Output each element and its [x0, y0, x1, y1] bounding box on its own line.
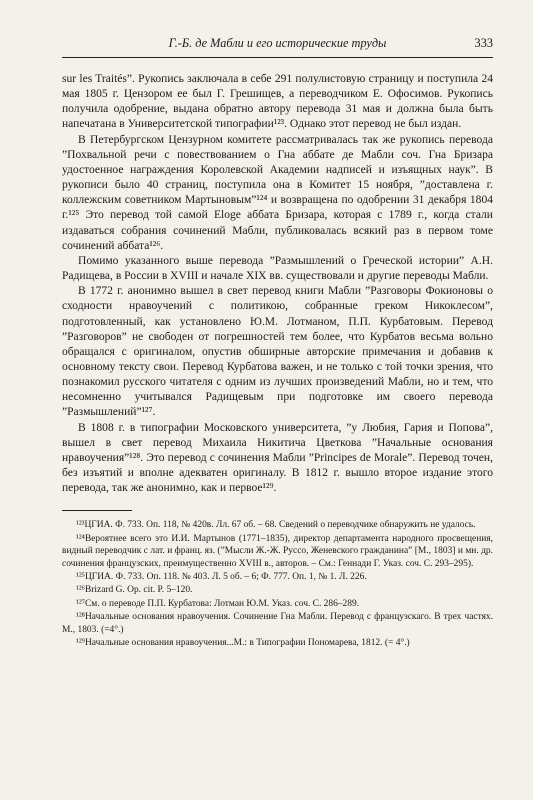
running-title: Г.-Б. де Мабли и его исторические труды — [168, 36, 387, 50]
header-rule — [62, 57, 493, 58]
footnote: ¹²⁷См. о переводе П.П. Курбатова: Лотман Ю.М. Указ. соч. С. 286–289. — [76, 598, 360, 609]
footnote: ¹²³ЦГИА. Ф. 733. Оп. 118, № 420в. Лл. 67 об. – 68. Сведений о переводчике обнаружить не удалось. — [76, 520, 476, 531]
page-header — [62, 32, 493, 58]
footnote: ¹²⁵ЦГИА. Ф. 733. Оп. 118. № 403. Л. 5 об. – 6; Ф. 777. Оп. 1, № 1. Л. 226. — [76, 572, 367, 582]
footnote: ¹²⁶Brizard G. Op. cit. P. 5–120. — [76, 585, 193, 596]
paragraph: Помимо указанного выше перевода ”Размышлений о Греческой истории” А.Н. Радищева, в России в XVIII и начале XIX вв. существовали и другие переводы Мабли. — [62, 254, 493, 283]
paragraph: В 1772 г. анонимно вышел в свет перевод книги Мабли ”Разговоры Фокионовы о сходности нравоучений с политикою, собранные греком Никоклесом”, подготовленный, как установлено Ю.М. Лотманом, П.П. Курбатовым. Перевод ”Разговоров” не свободен от погрешностей тем более, что Курбатов весьма вольно обращался с оригиналом, опустив обширные авторские примечания и добавив к основному тексту свои. Перевод Курбатова важен, и не только с той точки зрения, что познакомил русского читателя с одним из лучших произведений Мабли, но и тем, что несомненно учитывался Радищевым при подготовке им своего перевода ”Размышлений”¹²⁷. — [62, 285, 493, 419]
main-text — [62, 72, 493, 649]
footnote: ¹²⁴Вероятнее всего это И.И. Мартынов (1771–1835), директор департамента народного просвещения, видный переводчик с лат. и франц. яз. (”Мысли Ж.-Ж. Руссо, Женевского гражданина” [М., 1803] и мн. др. сочинения французских, преимущественно XVIII в., авторов. – См.: Геннади Г. Указ. соч. С. 293–295). — [62, 533, 493, 569]
footnote-separator — [62, 510, 132, 511]
paragraph: В Петербургском Цензурном комитете рассматривалась так же рукопись перевода ”Похвальной речи с повествованием о Гна аббате де Мабли соч. Гна Бризара удостоенное награждения Королевской Академии надписей и изъящных наук”. В рукописи было 40 страниц, поступила она в Комитет 15 ноября, ”доставлена г. коллежским советником Мартыновым”¹²⁴ и возвращена по одобрении 31 декабря 1804 г.¹²⁵ Это перевод той самой Eloge аббата Бризара, которая с 1789 г., когда стали издаваться собрания сочинений Мабли, публиковалась всякий раз в первом томе сочинений аббата¹²⁶. — [62, 133, 493, 252]
footnote: ¹²⁹Начальные основания нравоучения...М.: в Типографии Пономарева, 1812. (= 4°.) — [76, 638, 410, 649]
paragraph: sur les Traités”. Рукопись заключала в себе 291 полулистовую страницу и поступила 24 мая 1805 г. Цензором ее был Г. Грешищев, а переводчиком Е. Офосимов. Рукопись получила одобрение, выдана обратно автору перевода 31 мая и должна была быть напечатана в Университетской типографии¹²³. Однако этот перевод не был издан. — [62, 73, 493, 131]
page-number: 333 — [474, 36, 493, 50]
footnote: ¹²⁸Начальные основания нравоучения. Сочинение Гна Мабли. Перевод с французскаго. В трех частях. М., 1803. (=4°.) — [62, 612, 493, 635]
footnotes — [62, 519, 493, 649]
paragraph: В 1808 г. в типографии Московского университета, ”у Любия, Гария и Попова”, вышел в свет перевод Михаила Никитича Цветкова ”Начальные основания нравоучения”¹²⁸. Это перевод с сочинения Мабли ”Principes de Morale”. Перевод точен, без изъятий и вполне адекватен оригиналу. В 1812 г. вышло второе издание этого перевода, так же анонимно, как и первое¹²⁹. — [62, 421, 493, 495]
